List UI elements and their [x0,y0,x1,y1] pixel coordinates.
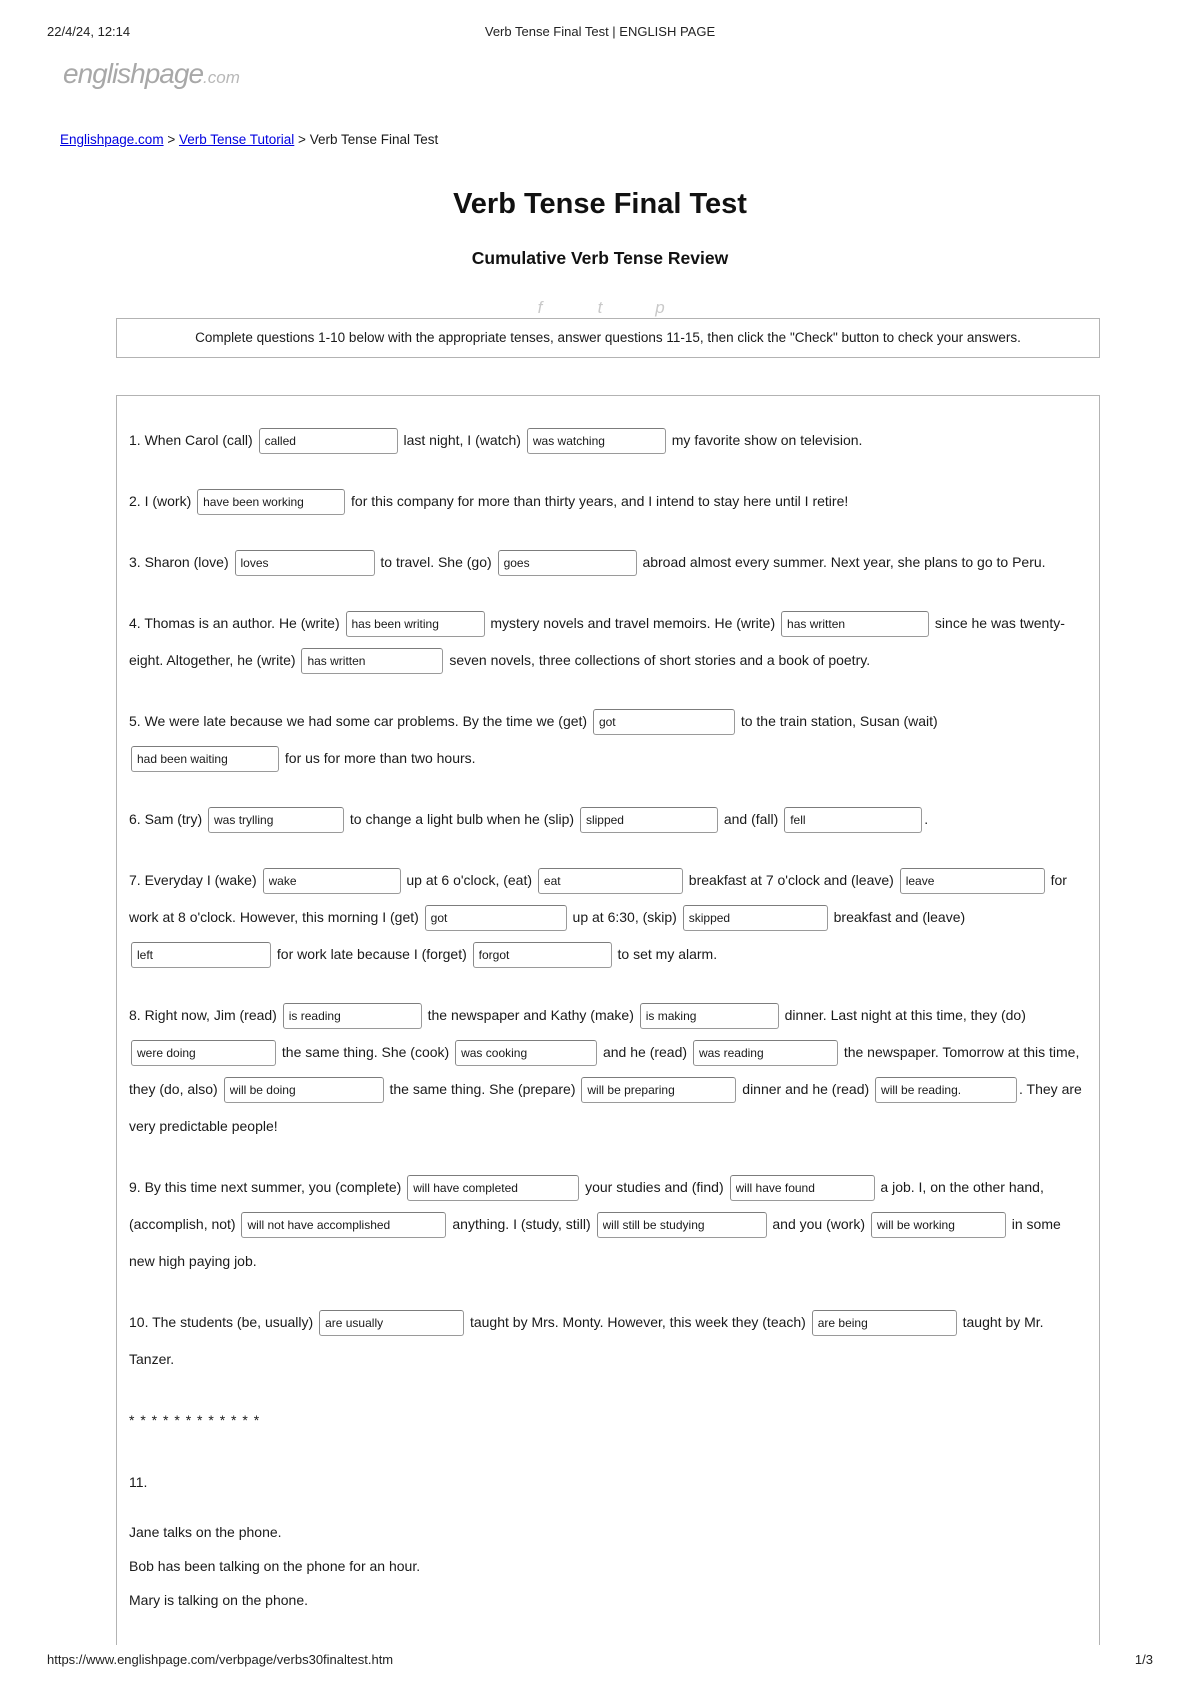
print-header [0,24,1200,42]
question-text: to change a light bulb when he (slip) [346,811,578,827]
answer-input[interactable] [781,611,929,637]
question-text: the same thing. She (cook) [278,1044,454,1060]
answer-input[interactable] [455,1040,597,1066]
question-text: 1. When Carol (call) [129,432,257,448]
answer-input[interactable] [538,868,683,894]
breadcrumb-item[interactable]: Englishpage.com [60,132,164,147]
social-share-bar [0,298,1200,318]
question-text: 6. Sam (try) [129,811,207,827]
answer-input[interactable] [498,550,637,576]
question-4 [129,605,1087,679]
question-11-number: 11. [129,1474,148,1490]
question-text: 8. Right now, Jim (read) [129,1007,281,1023]
breadcrumb-separator: > [163,132,179,147]
answer-input[interactable] [224,1077,384,1103]
question-text: 2. I (work) [129,493,196,509]
print-footer [47,1652,1153,1667]
answer-input[interactable] [593,709,735,735]
question-text: 10. The students (be, usually) [129,1314,318,1330]
question-text: the newspaper. Tomorrow at this time, they (do, also) [129,1044,1080,1097]
answer-input[interactable] [131,942,271,968]
question-text: 9. By this time next summer, you (complete) [129,1179,406,1195]
answer-input[interactable] [640,1003,779,1029]
question-text: abroad almost every summer. Next year, she plans to go to Peru. [638,554,1046,570]
answer-input[interactable] [241,1212,446,1238]
question-text: since he was twenty-eight. Altogether, he (write) [129,615,1065,668]
question-text: up at 6:30, (skip) [568,909,681,925]
answer-input[interactable] [784,807,922,833]
answer-input[interactable] [283,1003,422,1029]
question-text: breakfast and (leave) [829,909,966,925]
answer-input[interactable] [197,489,345,515]
answer-input[interactable] [871,1212,1006,1238]
site-logo-tld: .com [203,68,240,87]
separator-stars: * * * * * * * * * * * * [129,1412,261,1428]
test-form [116,395,1100,1645]
answer-input[interactable] [730,1175,875,1201]
pinterest-icon[interactable]: p [655,298,665,317]
answer-input[interactable] [527,428,666,454]
footer-page-number: 1/3 [1134,1652,1153,1667]
question-text: anything. I (study, still) [448,1216,595,1232]
breadcrumb-separator: > [294,132,310,147]
question-3 [129,544,1087,581]
question-text: . They are very predictable people! [129,1081,1082,1134]
breadcrumb-item[interactable]: Verb Tense Tutorial [178,132,295,147]
answer-input[interactable] [235,550,375,576]
question-6 [129,801,1087,838]
question-text: 7. Everyday I (wake) [129,872,261,888]
print-document-title: Verb Tense Final Test | ENGLISH PAGE [484,24,716,39]
answer-input[interactable] [263,868,401,894]
question-11 [129,1465,1087,1617]
page-subtitle: Cumulative Verb Tense Review [471,248,729,268]
question-text: mystery novels and travel memoirs. He (write) [486,615,780,631]
question-text: 4. Thomas is an author. He (write) [129,615,344,631]
question-2 [129,483,1087,520]
breadcrumb-item: Verb Tense Final Test [309,132,439,147]
question-text: and he (read) [599,1044,691,1060]
answer-input[interactable] [580,807,718,833]
footer-url: https://www.englishpage.com/verbpage/verbs30finaltest.htm [47,1652,394,1667]
breadcrumb [60,132,438,147]
answer-input[interactable] [319,1310,464,1336]
question-text: and you (work) [768,1216,869,1232]
instructions-text: Complete questions 1-10 below with the appropriate tenses, answer questions 11-15, then click the "Check" button to check your answers. [195,330,1021,345]
question-text: 3. Sharon (love) [129,554,233,570]
question-text: breakfast at 7 o'clock and (leave) [684,872,898,888]
question-11-line: Jane talks on the phone. [129,1524,282,1540]
answer-input[interactable] [259,428,398,454]
twitter-icon[interactable]: t [597,298,603,317]
question-text: seven novels, three collections of short stories and a book of poetry. [445,652,871,668]
answer-input[interactable] [346,611,485,637]
instructions-box [116,318,1100,358]
question-text: the newspaper and Kathy (make) [423,1007,638,1023]
question-text: for us for more than two hours. [281,750,476,766]
site-logo[interactable] [63,58,240,90]
facebook-icon[interactable]: f [537,298,543,317]
question-7 [129,862,1087,973]
answer-input[interactable] [683,905,828,931]
question-text: your studies and (find) [581,1179,728,1195]
question-text: to travel. She (go) [376,554,496,570]
question-text: a job. I, on the other hand, (accomplish, not) [129,1179,1044,1232]
question-text: for work late because I (forget) [273,946,471,962]
page-title: Verb Tense Final Test [453,188,747,220]
answer-input[interactable] [693,1040,838,1066]
answer-input[interactable] [208,807,344,833]
print-datetime: 22/4/24, 12:14 [47,24,131,39]
question-text: taught by Mrs. Monty. However, this week they (teach) [466,1314,810,1330]
answer-input[interactable] [875,1077,1017,1103]
question-5 [129,703,1087,777]
question-text: taught by Mr. Tanzer. [129,1314,1044,1367]
question-text: last night, I (watch) [399,432,525,448]
question-11-line: Mary is talking on the phone. [129,1592,308,1608]
question-9 [129,1169,1087,1280]
question-8 [129,997,1087,1145]
question-text: for work at 8 o'clock. However, this morning I (get) [129,872,1067,925]
question-11-line: Bob has been talking on the phone for an hour. [129,1558,421,1574]
answer-input[interactable] [407,1175,579,1201]
answer-input[interactable] [131,1040,276,1066]
question-text: to the train station, Susan (wait) [736,713,938,729]
answer-input[interactable] [425,905,567,931]
question-text: the same thing. She (prepare) [385,1081,580,1097]
site-logo-name: englishpage [63,58,204,89]
answer-input[interactable] [473,942,612,968]
question-10 [129,1304,1087,1378]
answer-input[interactable] [301,648,443,674]
question-text: . [924,811,929,827]
answer-input[interactable] [812,1310,957,1336]
question-text: dinner. Last night at this time, they (do) [780,1007,1026,1023]
question-1 [129,422,1087,459]
question-text: dinner and he (read) [738,1081,874,1097]
question-text: in some new high paying job. [129,1216,1061,1269]
question-text: and (fall) [719,811,783,827]
question-text: up at 6 o'clock, (eat) [402,872,536,888]
question-text: my favorite show on television. [667,432,863,448]
question-text: 5. We were late because we had some car problems. By the time we (get) [129,713,591,729]
question-text: for this company for more than thirty years, and I intend to stay here until I retire! [347,493,849,509]
answer-input[interactable] [131,746,279,772]
question-text: to set my alarm. [613,946,718,962]
answer-input[interactable] [900,868,1045,894]
answer-input[interactable] [581,1077,736,1103]
answer-input[interactable] [597,1212,767,1238]
questions-container [129,422,1087,1378]
